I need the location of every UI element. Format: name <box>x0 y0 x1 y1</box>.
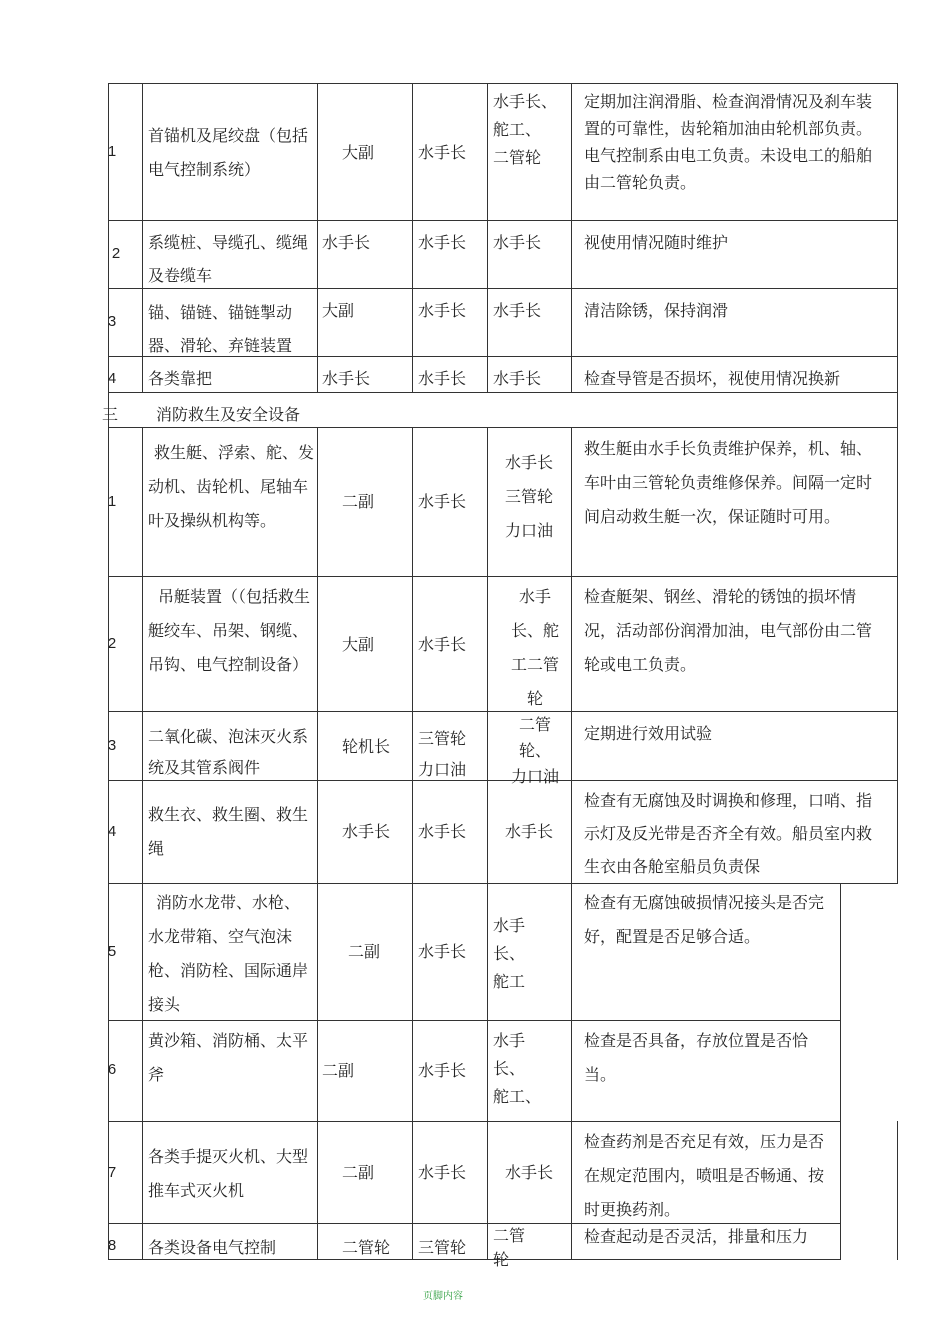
responsible-officer: 水手长 <box>322 233 371 252</box>
equipment-name: 消防水龙带、水枪、水龙带箱、空气泡沫枪、消防栓、国际通岸接头 <box>148 893 309 1014</box>
row-number: 2 <box>107 635 117 652</box>
table-line <box>108 83 898 84</box>
responsible-officer: 大副 <box>342 143 375 162</box>
maintenance-content: 清洁除锈，保持润滑 <box>584 301 729 320</box>
table-line <box>317 83 318 392</box>
maintainer: 水手长 <box>493 301 542 320</box>
row-number: 4 <box>107 823 117 840</box>
responsible-officer: 二副 <box>342 492 375 511</box>
table-line <box>412 83 413 392</box>
row-number: 1 <box>107 493 117 510</box>
responsible-officer: 二副 <box>322 1061 355 1080</box>
equipment-name: 各类靠把 <box>148 369 213 388</box>
table-line <box>487 83 488 392</box>
maintenance-content: 检查有无腐蚀及时调换和修理，口哨、指示灯及反光带是否齐全有效。船员室内救生衣由各舱室船员负责保 <box>584 791 873 876</box>
manager: 三管轮 <box>418 1238 467 1257</box>
table-line <box>108 288 898 289</box>
equipment-name: 锚、锚链、锚链掣动器、滑轮、弃链装置 <box>148 303 293 355</box>
equipment-name: 救生艇、浮索、舵、发动机、齿轮机、尾轴车叶及操纵机构等。 <box>148 443 315 530</box>
row-number: 3 <box>107 313 117 330</box>
table-line <box>412 427 413 1260</box>
table-line <box>897 1121 898 1260</box>
manager: 水手长 <box>418 822 467 841</box>
equipment-name: 二氧化碳、泡沫灭火系统及其管系阀件 <box>148 727 309 777</box>
row-number: 7 <box>107 1164 117 1181</box>
equipment-name: 首锚机及尾绞盘（包括电气控制系统） <box>148 126 309 179</box>
table-line <box>108 1259 841 1260</box>
manager: 水手长 <box>418 143 467 162</box>
table-line <box>108 392 898 393</box>
maintainer: 水手 长、舵 工二管 轮 <box>510 587 559 708</box>
maintainer: 水手 长、 舵工、 <box>493 1031 542 1106</box>
maintenance-content: 视使用情况随时维护 <box>584 233 729 252</box>
manager: 水手长 <box>418 492 467 511</box>
row-number: 4 <box>107 370 117 387</box>
table-line <box>108 576 898 577</box>
maintainer: 水手长 <box>493 233 542 252</box>
equipment-name: 各类手提灭火机、大型推车式灭火机 <box>148 1147 309 1200</box>
maintainer: 水手长 <box>493 369 542 388</box>
row-number: 1 <box>107 143 117 160</box>
table-line <box>571 83 572 392</box>
section-index: 三 <box>102 405 119 424</box>
manager: 水手长 <box>418 301 467 320</box>
maintenance-content: 救生艇由水手长负责维护保养，机、轴、车叶由三管轮负责维修保养。间隔一定时间启动救生艇一次，保证随时可用。 <box>584 439 873 526</box>
manager: 水手长 <box>418 1061 467 1080</box>
table-line <box>142 427 143 1260</box>
maintenance-content: 检查起动是否灵活，排量和压力 <box>584 1227 809 1246</box>
row-number: 6 <box>107 1061 117 1078</box>
maintenance-content: 检查艇架、钢丝、滑轮的锈蚀的损坏情况，活动部份润滑加油，电气部份由二管轮或电工负责。 <box>584 587 873 674</box>
manager: 水手长 <box>418 233 467 252</box>
table-line <box>142 83 143 392</box>
maintainer: 水手长 <box>505 1163 554 1182</box>
section-title: 消防救生及安全设备 <box>156 405 301 424</box>
table-line <box>108 220 898 221</box>
equipment-name: 系缆桩、导缆孔、缆绳及卷缆车 <box>148 233 309 285</box>
table-line <box>317 427 318 1260</box>
manager: 水手长 <box>418 635 467 654</box>
responsible-officer: 大副 <box>322 301 355 320</box>
maintainer: 水手长、 舵工、 二管轮 <box>493 92 558 167</box>
maintenance-content: 定期加注润滑脂、检查润滑情况及刹车装置的可靠性，齿轮箱加油由轮机部负责。电气控制系由电工负责。未设电工的船舶由二管轮负责。 <box>584 92 873 192</box>
row-number: 8 <box>107 1237 117 1254</box>
row-number: 5 <box>107 943 117 960</box>
table-line <box>108 1121 841 1122</box>
table-line <box>108 883 898 884</box>
maintenance-content: 检查导管是否损坏，视使用情况换新 <box>584 369 841 388</box>
responsible-officer: 水手长 <box>342 822 391 841</box>
manager: 水手长 <box>418 369 467 388</box>
maintainer: 二管 轮、 力口油 <box>510 715 559 786</box>
row-number: 3 <box>107 737 117 754</box>
equipment-name: 黄沙箱、消防桶、太平斧 <box>148 1031 309 1084</box>
row-number: 2 <box>111 245 121 262</box>
responsible-officer: 二副 <box>342 1163 375 1182</box>
manager: 水手长 <box>418 942 467 961</box>
table-line <box>487 427 488 1260</box>
responsible-officer: 水手长 <box>322 369 371 388</box>
maintainer: 水手 长、 舵工 <box>493 916 526 991</box>
page-footer: 页脚内容 <box>423 1291 463 1302</box>
maintainer: 水手长 <box>505 822 554 841</box>
maintenance-content: 定期进行效用试验 <box>584 724 713 743</box>
responsible-officer: 大副 <box>342 635 375 654</box>
maintenance-content: 检查是否具备，存放位置是否恰当。 <box>584 1031 809 1084</box>
maintenance-content: 检查药剂是否充足有效，压力是否在规定范围内，喷咀是否畅通、按时更换药剂。 <box>584 1132 825 1219</box>
responsible-officer: 轮机长 <box>342 737 391 756</box>
table-line <box>571 427 572 1260</box>
equipment-name: 各类设备电气控制 <box>148 1238 277 1257</box>
table-line <box>840 883 841 1260</box>
responsible-officer: 二管轮 <box>342 1238 391 1257</box>
equipment-name: 吊艇装置（（包括救生艇绞车、吊架、钢缆、吊钩、电气控制设备） <box>148 587 311 674</box>
manager: 三管轮 力口油 <box>418 729 467 779</box>
responsible-officer: 二副 <box>348 942 381 961</box>
table-line <box>897 83 898 884</box>
manager: 水手长 <box>418 1163 467 1182</box>
maintainer: 二管 轮 <box>493 1226 526 1269</box>
maintenance-content: 检查有无腐蚀破损情况接头是否完好，配置是否足够合适。 <box>584 893 825 946</box>
maintainer: 水手长 三管轮 力口油 <box>505 453 554 540</box>
equipment-name: 救生衣、救生圈、救生绳 <box>148 805 309 858</box>
